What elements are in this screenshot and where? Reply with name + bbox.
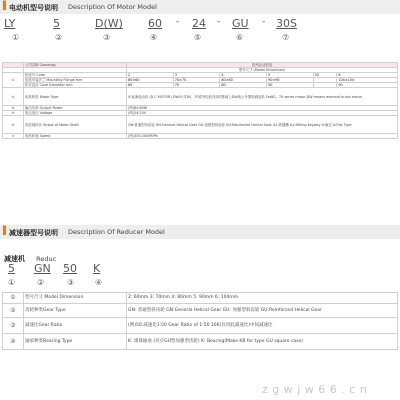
table-cell: 55 xyxy=(313,73,337,78)
table-cell: ④ xyxy=(3,334,24,350)
table-cell: 90 xyxy=(337,83,398,88)
table-cell: 齿轮种类Gear Type xyxy=(24,304,127,318)
motor-code-part-1: LY xyxy=(4,17,16,30)
reducer-code-part-4: K xyxy=(93,262,101,275)
reducer-code-part-1: 5 xyxy=(8,262,15,275)
motor-spec-table xyxy=(2,62,398,139)
reducer-subtitle-en: Reduc xyxy=(36,255,57,263)
reducer-code-part-3: 50 xyxy=(63,262,77,275)
motor-section-title-en: Description Of Motor Model xyxy=(68,3,157,11)
watermark: z g w j w 6 6 . c n xyxy=(262,383,368,396)
table-cell: ⑦ xyxy=(3,134,24,139)
table-cell: 80×80 xyxy=(220,78,267,83)
bullet-icon: ▌ xyxy=(3,226,10,235)
table-cell: ① xyxy=(3,73,24,88)
table-cell: 常州企业机电 xyxy=(127,63,398,68)
table-row xyxy=(3,116,398,134)
motor-section-header xyxy=(0,0,400,14)
reducer-index-4: ④ xyxy=(95,278,103,287)
motor-code-part-3: D(W) xyxy=(95,17,123,30)
table-cell: ③ xyxy=(3,88,24,106)
table-cell: 电机转速 Speed xyxy=(24,134,127,139)
table-cell: 5 xyxy=(267,73,314,78)
motor-index-4: ④ xyxy=(150,33,158,42)
table-cell: 60×60 xyxy=(127,78,174,83)
table-cell: ④ xyxy=(3,106,24,111)
table-cell: ⑥ xyxy=(3,116,24,134)
table-cell: 电机种类 Motor Type xyxy=(24,88,127,106)
table-cell: 90×90 xyxy=(267,78,314,83)
motor-code-separator: - xyxy=(217,17,221,27)
table-cell: ⑤ xyxy=(3,111,24,116)
table-cell: (例)60:60W xyxy=(127,106,398,111)
motor-code-part-4: 60 xyxy=(148,17,162,30)
motor-index-1: ① xyxy=(12,33,20,42)
table-cell: ③ xyxy=(3,318,24,334)
motor-code-part-7: 30S xyxy=(276,17,297,30)
bullet-icon: ▌ xyxy=(3,1,10,10)
reducer-index-2: ② xyxy=(37,278,45,287)
table-cell: ② xyxy=(3,304,24,318)
table-cell: 2 xyxy=(127,73,174,78)
table-cell: (例)30S:3000RPM xyxy=(127,134,398,139)
table-cell: 60 xyxy=(127,83,174,88)
table-cell: 6 xyxy=(337,73,398,78)
table-cell: 输出功率 Output Power xyxy=(24,106,127,111)
table-cell: 2: 60mm 3: 70mm 4: 80mm 5: 90mm 6: 104mm xyxy=(127,293,398,304)
table-cell: (例)24:24V xyxy=(127,111,398,116)
table-cell: 公司名称 Comanpy xyxy=(24,63,127,68)
table-row xyxy=(3,304,398,318)
table-cell: 4 xyxy=(220,73,267,78)
motor-index-6: ⑥ xyxy=(236,33,244,42)
table-cell: 电压电压 Voltage xyxy=(24,111,127,116)
motor-code-part-6: GU xyxy=(232,17,249,30)
table-cell: 80 xyxy=(220,83,267,88)
table-cell: 电机安装法兰 Mounting Flange mm xyxy=(24,78,127,83)
reducer-code-part-2: GN xyxy=(34,262,51,275)
reducer-spec-table xyxy=(2,292,398,350)
reducer-section-title-en: Description Of Reducer Model xyxy=(68,228,165,236)
reducer-index-3: ③ xyxy=(67,278,75,287)
table-cell: 70 xyxy=(173,83,220,88)
table-row xyxy=(3,88,398,106)
table-row xyxy=(3,134,398,139)
table-cell: 机壳直径 Case Diameter mm xyxy=(24,83,127,88)
table-row xyxy=(3,293,398,304)
table-cell: K: 滚珠轴承 (对应GU型加强型齿轮) K: Bearing(Make KB for type GU square case) xyxy=(127,334,398,350)
table-cell: 型号尺寸 (Model Dimension) xyxy=(127,68,398,73)
table-cell: 0:直流电动机 (D.C MOTOR) DW:针对80、70系列电机在D的基础上DW表示外置电刷电机 For80、70 series motor,DW means external brush motor xyxy=(127,88,398,106)
table-cell: 机座号 Code xyxy=(24,73,127,78)
table-cell: 轴承种类Bearing Type xyxy=(24,334,127,350)
table-cell: ① xyxy=(3,293,24,304)
reducer-subtitle-cn: 减速机 xyxy=(4,255,25,263)
motor-code-part-2: 5 xyxy=(53,17,60,30)
motor-code-part-5: 24 xyxy=(192,17,206,30)
table-cell: 104×104 xyxy=(337,78,398,83)
table-cell: 70×70 xyxy=(173,78,220,83)
table-row xyxy=(3,334,398,350)
motor-index-5: ⑤ xyxy=(194,33,202,42)
motor-code-separator: - xyxy=(262,17,266,27)
motor-index-7: ⑦ xyxy=(282,33,290,42)
table-row xyxy=(3,318,398,334)
table-cell: GN:普通型斜齿轮 GN:General Helical Gear GU:加强型斜齿轮 GU:Reinforced Helical Gear A1:铣键槽 A1:Milling Keyway A:扁位 A:Flat Type xyxy=(127,116,398,134)
motor-section-title-cn: 电动机型号说明 xyxy=(9,4,58,12)
table-cell: 型号尺寸 Model Dimension xyxy=(24,293,127,304)
table-cell: GN: 普通型斜齿轮 GN:General Helical Gear GU: 加强型斜齿轮 GU:Reinforced Helical Gear xyxy=(127,304,398,318)
reducer-index-1: ① xyxy=(8,278,16,287)
table-cell: 90 xyxy=(267,83,314,88)
motor-index-3: ③ xyxy=(103,33,111,42)
table-cell: 减速比Gear Ratio xyxy=(24,318,127,334)
table-cell: (例)50:减速比1:50 Gear Ratio of 1:50 10K(仅用此减速比)中间减速比 xyxy=(127,318,398,334)
motor-code-separator: - xyxy=(176,17,180,27)
reducer-section-title-cn: 减速器型号说明 xyxy=(9,229,58,237)
table-cell: 电机轴形状 Shape of Motor Shaft xyxy=(24,116,127,134)
table-cell: 3 xyxy=(173,73,220,78)
reducer-section-header xyxy=(0,225,400,239)
motor-index-2: ② xyxy=(55,33,63,42)
